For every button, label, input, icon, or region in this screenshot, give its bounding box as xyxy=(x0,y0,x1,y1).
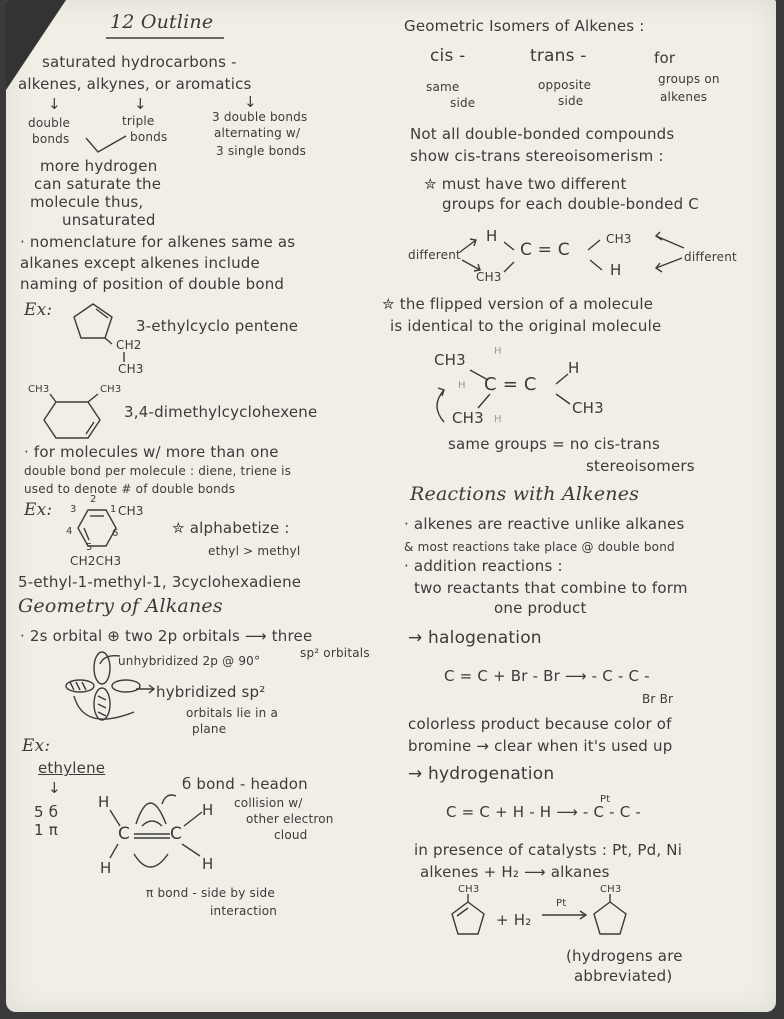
diag2-h-small-1: H xyxy=(494,346,502,357)
diag2-ch3c: CH3 xyxy=(452,409,484,427)
diag1-different-left: different xyxy=(408,248,461,262)
page-title: 12 Outline xyxy=(110,11,214,33)
must-2: groups for each double-bonded C xyxy=(442,195,699,213)
geo-isomers-title: Geometric Isomers of Alkenes : xyxy=(404,17,645,35)
sp2-orbitals: sp² orbitals xyxy=(300,646,370,660)
hyd-ch3-right: CH3 xyxy=(600,884,622,895)
more-h-1: more hydrogen xyxy=(40,157,158,175)
hyd-plus-h2: + H₂ xyxy=(496,911,532,929)
triple-bonds-1: triple xyxy=(122,114,155,128)
must-1: ✮ must have two different xyxy=(424,175,627,193)
unhybridized-label: unhybridized 2p @ 90° xyxy=(118,654,261,668)
halogenation-br: Br Br xyxy=(642,692,674,706)
hyd-reaction-arrow xyxy=(542,910,588,920)
eth-h-tr: H xyxy=(202,801,214,819)
same-groups-1: same groups = no cis-trans xyxy=(448,435,660,453)
ex3-num-4: 4 xyxy=(66,526,73,537)
ex4-label: Ex: xyxy=(22,736,51,756)
more-h-4: unsaturated xyxy=(62,211,156,229)
cyclopentene-structure xyxy=(68,300,118,344)
diag2-h: H xyxy=(568,359,580,377)
flipped-2: is identical to the original molecule xyxy=(390,317,662,335)
ex3-label: Ex: xyxy=(24,500,53,520)
hyb-arrow xyxy=(136,684,156,694)
nomen-1: · nomenclature for alkenes same as xyxy=(20,233,296,251)
rx-3: · addition reactions : xyxy=(404,557,563,575)
trans-desc-2: side xyxy=(558,94,584,108)
diag2-ch3b: CH3 xyxy=(572,399,604,417)
ex3-num-3: 3 xyxy=(70,504,77,515)
trans-desc-1: opposite xyxy=(538,78,592,92)
methylcyclopentane-structure xyxy=(590,894,630,940)
arrow-down-3: ↓ xyxy=(244,93,257,111)
triple-bonds-2: bonds xyxy=(130,130,168,144)
for-desc-2: alkenes xyxy=(660,90,708,104)
halo-note-2: bromine → clear when it's used up xyxy=(408,737,673,755)
rx-5: one product xyxy=(494,599,587,617)
diag2-ceqc: C = C xyxy=(484,374,537,395)
halogenation-eq: C = C + Br - Br ⟶ - C - C - xyxy=(444,667,650,685)
ex3-ch3: CH3 xyxy=(118,504,144,518)
methylcyclopentene-structure xyxy=(448,894,488,940)
arrow-down-2: ↓ xyxy=(134,95,147,113)
diag1-ch3b: CH3 xyxy=(606,232,632,246)
hydrogenation-pt: Pt xyxy=(600,794,611,805)
notebook-page xyxy=(6,0,776,1012)
nomen-2: alkanes except alkenes include xyxy=(20,254,260,272)
dimethylcyclohexene-structure xyxy=(42,392,106,442)
diag1-ceqc: C = C xyxy=(520,240,570,260)
ex1-name: 3-ethylcyclo pentene xyxy=(136,317,299,335)
ethylene-arrow: ↓ xyxy=(48,779,61,797)
hydrogenation-label: → hydrogenation xyxy=(408,764,555,784)
reactions-heading: Reactions with Alkenes xyxy=(410,483,640,505)
diag1-h2: H xyxy=(610,261,622,279)
diag2-bonds xyxy=(426,360,596,430)
sigma-desc-2: collision w/ xyxy=(234,796,303,810)
alphabetize-note: ✮ alphabetize : xyxy=(172,519,290,537)
eth-h-tl: H xyxy=(98,793,110,811)
flipped-1: ✮ the flipped version of a molecule xyxy=(382,295,654,313)
aromatic-desc-3: 3 single bonds xyxy=(216,144,307,158)
title-underline xyxy=(106,36,226,40)
double-bonds-1: double xyxy=(28,116,71,130)
ex1-bond xyxy=(122,352,126,362)
pi-desc-1: π bond - side by side xyxy=(146,886,275,900)
eth-c-left: C xyxy=(118,824,131,844)
for-label: for xyxy=(654,49,676,67)
ex2-ch3-right: CH3 xyxy=(100,384,122,395)
diag2-ch3a: CH3 xyxy=(434,351,466,369)
unsaturated-line: saturated hydrocarbons - xyxy=(42,53,237,71)
not-all-1: Not all double-bonded compounds xyxy=(410,125,675,143)
for-desc-1: groups on xyxy=(658,72,720,86)
ex3-num-2: 2 xyxy=(90,494,97,505)
diag2-h-small-2: H xyxy=(458,380,466,391)
pi-desc-2: interaction xyxy=(210,904,278,918)
abbrev-1: (hydrogens are xyxy=(566,947,683,965)
diag1-different-right: different xyxy=(684,250,737,264)
diag1-ch3a: CH3 xyxy=(476,270,502,284)
sigma-count: 5 б xyxy=(34,803,59,821)
ex2-name: 3,4-dimethylcyclohexene xyxy=(124,403,318,421)
cis-desc-1: same xyxy=(426,80,460,94)
eth-h-br: H xyxy=(202,855,214,873)
hybridized-2: orbitals lie in a xyxy=(186,706,279,720)
trans-label: trans - xyxy=(530,46,587,66)
rx-1: · alkenes are reactive unlike alkanes xyxy=(404,515,685,533)
ethylene-label: ethylene xyxy=(38,759,106,777)
more-h-2: can saturate the xyxy=(34,175,162,193)
ex3-num-6: 6 xyxy=(112,528,119,539)
not-all-2: show cis-trans stereoisomerism : xyxy=(410,147,664,165)
ex1-ch3: CH3 xyxy=(118,362,144,376)
cis-desc-2: side xyxy=(450,96,476,110)
geometry-heading: Geometry of Alkanes xyxy=(18,595,223,617)
same-groups-2: stereoisomers xyxy=(586,457,695,475)
double-bonds-2: bonds xyxy=(32,132,70,146)
multi-3: used to denote # of double bonds xyxy=(24,482,236,496)
diag1-h1: H xyxy=(486,227,498,245)
halogenation-label: → halogenation xyxy=(408,628,542,648)
merge-check-mark xyxy=(84,132,128,156)
hyd-ch3-left: CH3 xyxy=(458,884,480,895)
aromatic-desc-2: alternating w/ xyxy=(214,126,301,140)
sigma-desc-3: other electron xyxy=(246,812,334,826)
ex3-name: 5-ethyl-1-methyl-1, 3cyclohexadiene xyxy=(18,573,302,591)
pi-count: 1 π xyxy=(34,821,58,839)
ex3-ch2ch3: CH2CH3 xyxy=(70,554,122,568)
ex1-label: Ex: xyxy=(24,300,53,320)
eth-h-bl: H xyxy=(100,859,112,877)
rx-2: & most reactions take place @ double bond xyxy=(404,540,675,554)
ex3-num-1: 1 xyxy=(110,504,117,515)
catalysts-line: in presence of catalysts : Pt, Pd, Ni xyxy=(414,841,683,859)
hydrogenation-eq: C = C + H - H ⟶ - C - C - xyxy=(446,803,641,821)
hybridized-3: plane xyxy=(192,722,227,736)
more-h-3: molecule thus, xyxy=(30,193,144,211)
diag2-h-small-3: H xyxy=(494,414,502,425)
sigma-desc-1: б bond - headon xyxy=(182,775,308,793)
eth-c-right: C xyxy=(170,824,183,844)
cis-label: cis - xyxy=(430,46,466,66)
alkenes-to-alkanes: alkenes + H₂ ⟶ alkanes xyxy=(420,863,610,881)
halo-note-1: colorless product because color of xyxy=(408,715,672,733)
ex3-num-5: 5 xyxy=(86,542,93,553)
sigma-desc-4: cloud xyxy=(274,828,308,842)
hybridized-1: hybridized sp² xyxy=(156,683,266,701)
diag1-arrows xyxy=(456,228,696,280)
types-line: alkenes, alkynes, or aromatics xyxy=(18,75,252,93)
ex2-ch3-left: CH3 xyxy=(28,384,50,395)
aromatic-desc-1: 3 double bonds xyxy=(212,110,308,124)
ex1-ch2: CH2 xyxy=(116,338,142,352)
multi-1: · for molecules w/ more than one xyxy=(24,443,279,461)
rx-4: two reactants that combine to form xyxy=(414,579,688,597)
geom-line: · 2s orbital ⊕ two 2p orbitals ⟶ three xyxy=(20,627,313,645)
multi-2: double bond per molecule : diene, triene is xyxy=(24,464,292,478)
nomen-3: naming of position of double bond xyxy=(20,275,285,293)
hyd-pt-label: Pt xyxy=(556,898,567,909)
ethyl-methyl-order: ethyl > methyl xyxy=(208,544,301,558)
abbrev-2: abbreviated) xyxy=(574,967,673,985)
arrow-down-1: ↓ xyxy=(48,95,61,113)
